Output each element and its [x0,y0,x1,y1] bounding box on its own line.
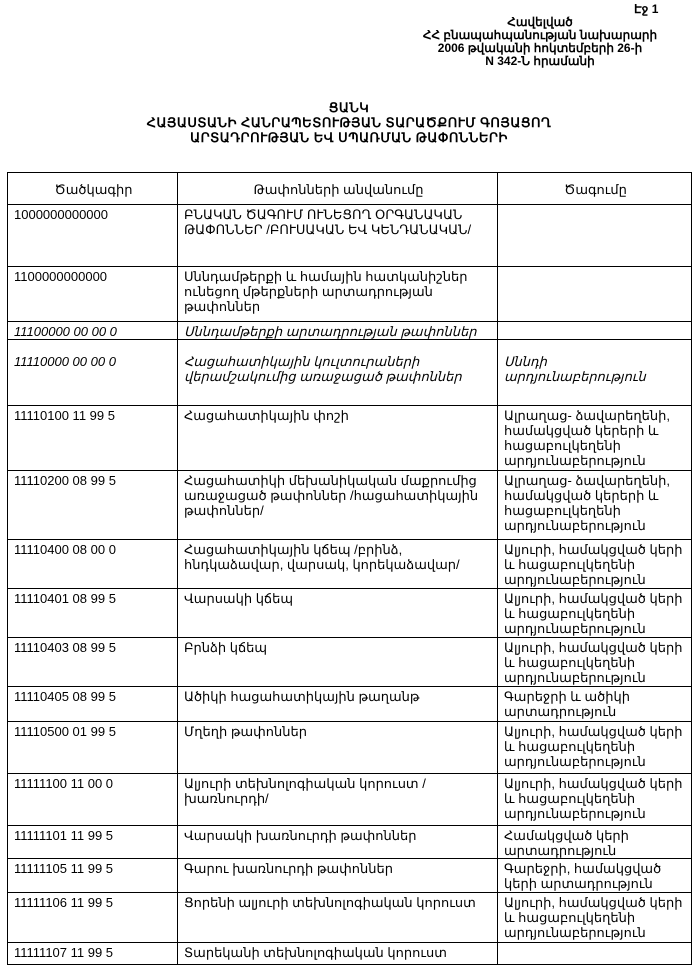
cell-origin [498,322,692,340]
title-line: ՀԱՅԱՍՏԱՆԻ ՀԱՆՐԱՊԵՏՈՒԹՅԱՆ ՏԱՐԱԾՔՈՒՄ ԳՈՅԱՑՈՂ [146,115,552,130]
table-row [8,722,692,774]
cell-origin: Ալրաղաց- ձավարեղենի, համակցված կերերի և հացաբուլկեղենի արդյունաբերություն [498,471,692,540]
cell-origin: Ալրաղաց- ձավարեղենի, համակցված կերերի և հացաբուլկեղենի արդյունաբերություն [498,406,692,471]
cell-name: Հացահատիկային փոշի [178,406,498,471]
cell-origin: Ալյուրի, համակցված կերի և հացաբուլկեղենի արդյունաբերություն [498,774,692,826]
cell-name: Ցորենի ալյուրի տեխնոլոգիական կորուստ [178,893,498,943]
cell-name: Վարսակի խառնուրդի թափոններ [178,826,498,859]
cell-name: ԲՆԱԿԱՆ ԾԱԳՈՒՄ ՈՒՆԵՑՈՂ ՕՐԳԱՆԱԿԱՆ ԹԱՓՈՆՆԵՐ /ԲՈՒՍԱԿԱՆ ԵՎ ԿԵՆԴԱՆԱԿԱՆ/ [178,205,498,267]
cell-name: Ալյուրի տեխնոլոգիական կորուստ /խառնուրդի/ [178,774,498,826]
table-row [8,540,692,589]
cell-origin: Գարեջրի, համակցված կերի արտադրություն [498,859,692,893]
table-row [8,471,692,540]
approval-line: Հավելված [507,15,573,29]
cell-code: 11111100 11 00 0 [8,774,178,826]
cell-code: 11110405 08 99 5 [8,687,178,722]
cell-code: 11110403 08 99 5 [8,638,178,687]
cell-code: 11111107 11 99 5 [8,943,178,965]
cell-name: Բրնձի կճեպ [178,638,498,687]
approval-line: N 342-Ն հրամանի [485,54,595,68]
cell-code: 11100000 00 00 0 [8,322,178,340]
cell-origin: Գարեջրի և ածիկի արտադրություն [498,687,692,722]
header-origin: Ծագումը [498,173,692,205]
table-header-row [8,173,692,205]
cell-origin: Ալյուրի, համակցված կերի և հացաբուլկեղենի արդյունաբերություն [498,722,692,774]
cell-code: 11111106 11 99 5 [8,893,178,943]
header-name: Թափոնների անվանումը [178,173,498,205]
cell-code: 11110401 08 99 5 [8,589,178,638]
table-row [8,267,692,322]
cell-code: 1000000000000 [8,205,178,267]
cell-origin: Ալյուրի, համակցված կերի և հացաբուլկեղենի արդյունաբերություն [498,893,692,943]
title-line: ԱՐՏԱԴՐՈՒԹՅԱՆ ԵՎ ՍՊԱՌՄԱՆ ԹԱՓՈՆՆԵՐԻ [190,130,508,145]
table-row [8,826,692,859]
cell-name: Սննդամթերքի արտադրության թափոններ [178,322,498,340]
cell-origin: Ալյուրի, համակցված կերի և հացաբուլկեղենի արդյունաբերություն [498,540,692,589]
table-row [8,406,692,471]
document-title [0,100,698,145]
cell-origin: Ալյուրի, համակցված կերի և հացաբուլկեղենի արդյունաբերություն [498,638,692,687]
cell-name: Մղեղի թափոններ [178,722,498,774]
cell-name: Հացահատիկի մեխանիկական մաքրումից առաջացած թափոններ /հացահատիկային թափոններ/ [178,471,498,540]
table-row [8,859,692,893]
approval-line: 2006 թվականի հոկտեմբերի 26-ի [437,41,643,55]
cell-name: Ածիկի հացահատիկային թաղանթ [178,687,498,722]
waste-table [7,172,692,965]
table-row [8,340,692,406]
table-row [8,774,692,826]
cell-origin [498,267,692,322]
cell-name: Հացահատիկային կուլտուրաների վերամշակումից առաջացած թափոններ [178,340,498,406]
cell-code: 11110200 08 99 5 [8,471,178,540]
cell-origin: Համակցված կերի արտադրություն [498,826,692,859]
page-number: Էջ 1 [634,2,659,16]
cell-code: 11110400 08 00 0 [8,540,178,589]
cell-code: 11111101 11 99 5 [8,826,178,859]
table-row [8,687,692,722]
cell-name: Տարեկանի տեխնոլոգիական կորուստ [178,943,498,965]
table-row [8,893,692,943]
cell-code: 11110500 01 99 5 [8,722,178,774]
cell-name: Հացահատիկային կճեպ /բրինձ, հնդկաձավար, վարսակ, կորեկաձավար/ [178,540,498,589]
cell-code: 11111105 11 99 5 [8,859,178,893]
cell-code: 11110100 11 99 5 [8,406,178,471]
approval-note [420,16,660,68]
table-row [8,943,692,965]
table-row [8,589,692,638]
approval-line: ՀՀ բնապահպանության նախարարի [422,28,658,42]
cell-code: 11110000 00 00 0 [8,340,178,406]
cell-name: Գարու խառնուրդի թափոններ [178,859,498,893]
header-code: Ծածկագիր [8,173,178,205]
table-row [8,205,692,267]
title-line: ՑԱՆԿ [328,100,370,115]
cell-name: Սննդամթերքի և համային հատկանիշներ ունեցող մթերքների արտադրության թափոններ [178,267,498,322]
cell-name: Վարսակի կճեպ [178,589,498,638]
table-row [8,638,692,687]
cell-origin: Սննդի արդյունաբերություն [498,340,692,406]
cell-origin [498,205,692,267]
cell-origin [498,943,692,965]
cell-origin: Ալյուրի, համակցված կերի և հացաբուլկեղենի արդյունաբերություն [498,589,692,638]
cell-code: 1100000000000 [8,267,178,322]
table-row [8,322,692,340]
